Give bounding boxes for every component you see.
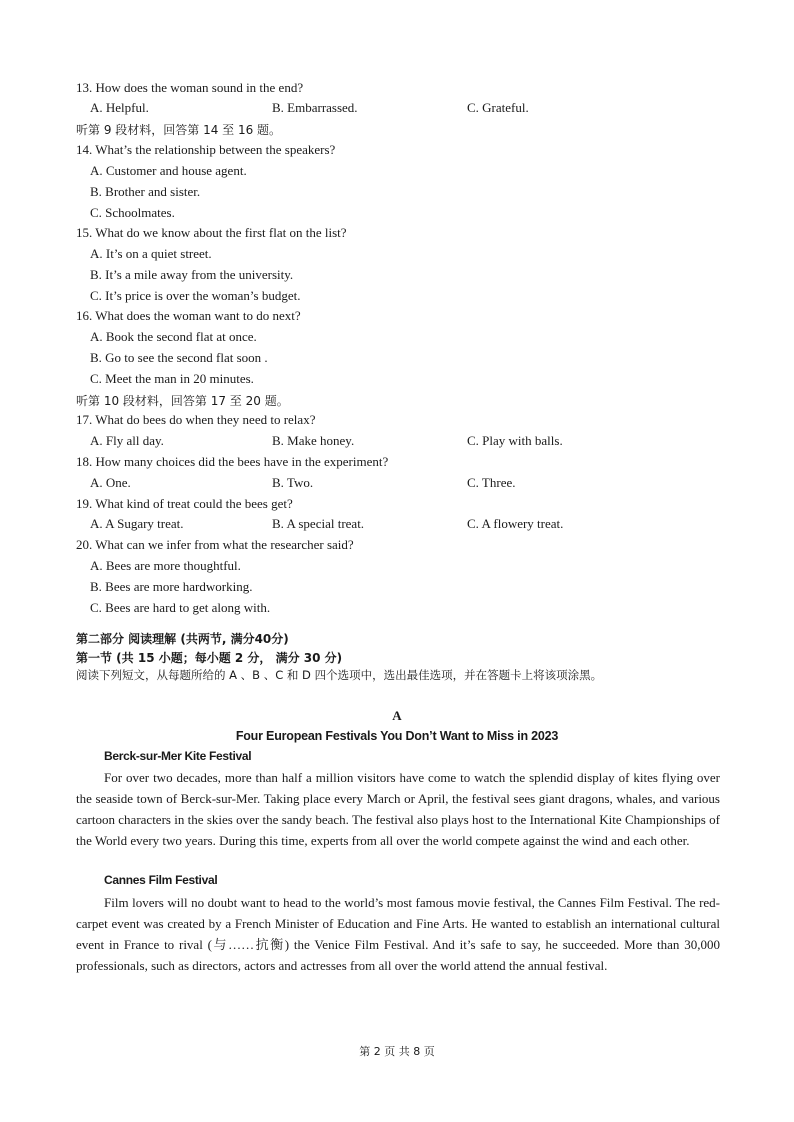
q20-option-c: C. Bees are hard to get along with. (90, 600, 271, 615)
q19-option-c: C. A flowery treat. (467, 516, 564, 531)
q20-option-a: A. Bees are more thoughtful. (90, 558, 241, 573)
q13-option-a: A. Helpful. (90, 100, 149, 115)
q14-option-b: B. Brother and sister. (90, 184, 201, 199)
passage-letter: A (392, 708, 402, 723)
q19-option-a: A. A Sugary treat. (90, 516, 184, 531)
q15-option-a: A. It’s on a quiet street. (90, 246, 212, 261)
section-9-instruction: 听第 9 段材料，回答第 14 至 16 题。 (76, 123, 282, 137)
q18-option-a: A. One. (90, 475, 131, 490)
q13-option-b: B. Embarrassed. (272, 100, 358, 115)
reading-instruction: 阅读下列短文，从每题所给的 A 、B 、C 和 D 四个选项中，选出最佳选项，并在答题卡上将该项涂黑。 (76, 668, 603, 682)
section-one-title: 第一节 (共 15 小题；每小题 2 分， 满分 30 分) (76, 651, 343, 665)
q14-option-a: A. Customer and house agent. (90, 163, 247, 178)
question-19: 19. What kind of treat could the bees get? (76, 496, 293, 511)
festival-1-title: Berck-sur-Mer Kite Festival (104, 749, 252, 763)
q15-option-c: C. It’s price is over the woman’s budget. (90, 288, 301, 303)
q13-option-c: C. Grateful. (467, 100, 529, 115)
q17-option-a: A. Fly all day. (90, 433, 164, 448)
question-14: 14. What’s the relationship between the speakers? (76, 142, 336, 157)
q14-option-c: C. Schoolmates. (90, 205, 175, 220)
page-footer: 第 2 页 共 8 页 (359, 1045, 435, 1058)
question-15: 15. What do we know about the first flat on the list? (76, 225, 347, 240)
q16-option-a: A. Book the second flat at once. (90, 329, 257, 344)
question-18: 18. How many choices did the bees have in the experiment? (76, 454, 389, 469)
question-16: 16. What does the woman want to do next? (76, 308, 301, 323)
passage-title: Four European Festivals You Don’t Want to Miss in 2023 (235, 729, 559, 743)
q17-option-b: B. Make honey. (272, 433, 355, 448)
part-two-title: 第二部分 阅读理解 (共两节, 满分40分) (76, 632, 289, 646)
festival-2-paragraph: Film lovers will no doubt want to head to the world’s most famous movie festival, the Cannes Film Festival. The red-carpet event was created by a French Minister of Education and Fine Arts. He wanted to establish an international cultural event in France to rival (与……抗衡) the Venice Film Festival. And it’s safe to say, he succeeded. More than 30,000 professionals, such as directors, actors and actresses from all over the world attend the annual festival. (76, 895, 720, 973)
festival-1-paragraph: For over two decades, more than half a million visitors have come to watch the splendid display of kites flying over the seaside town of Berck-sur-Mer. Taking place every March or April, the festival sees giant dragons, whales, and various cartoon characters in the skies over the sandy beach. The festival also plays host to the International Kite Championships of the World every two years. During this time, experts from all over the world compete against the wind and each other. (76, 770, 720, 848)
q18-option-b: B. Two. (272, 475, 314, 490)
q16-option-c: C. Meet the man in 20 minutes. (90, 371, 254, 386)
question-17: 17. What do bees do when they need to relax? (76, 412, 316, 427)
q18-option-c: C. Three. (467, 475, 516, 490)
question-13: 13. How does the woman sound in the end? (76, 80, 304, 95)
q15-option-b: B. It’s a mile away from the university. (90, 267, 294, 282)
question-20: 20. What can we infer from what the researcher said? (76, 537, 354, 552)
q19-option-b: B. A special treat. (272, 516, 365, 531)
q17-option-c: C. Play with balls. (467, 433, 563, 448)
q20-option-b: B. Bees are more hardworking. (90, 579, 253, 594)
section-10-instruction: 听第 10 段材料，回答第 17 至 20 题。 (76, 394, 289, 408)
q16-option-b: B. Go to see the second flat soon . (90, 350, 268, 365)
festival-2-title: Cannes Film Festival (104, 873, 218, 887)
